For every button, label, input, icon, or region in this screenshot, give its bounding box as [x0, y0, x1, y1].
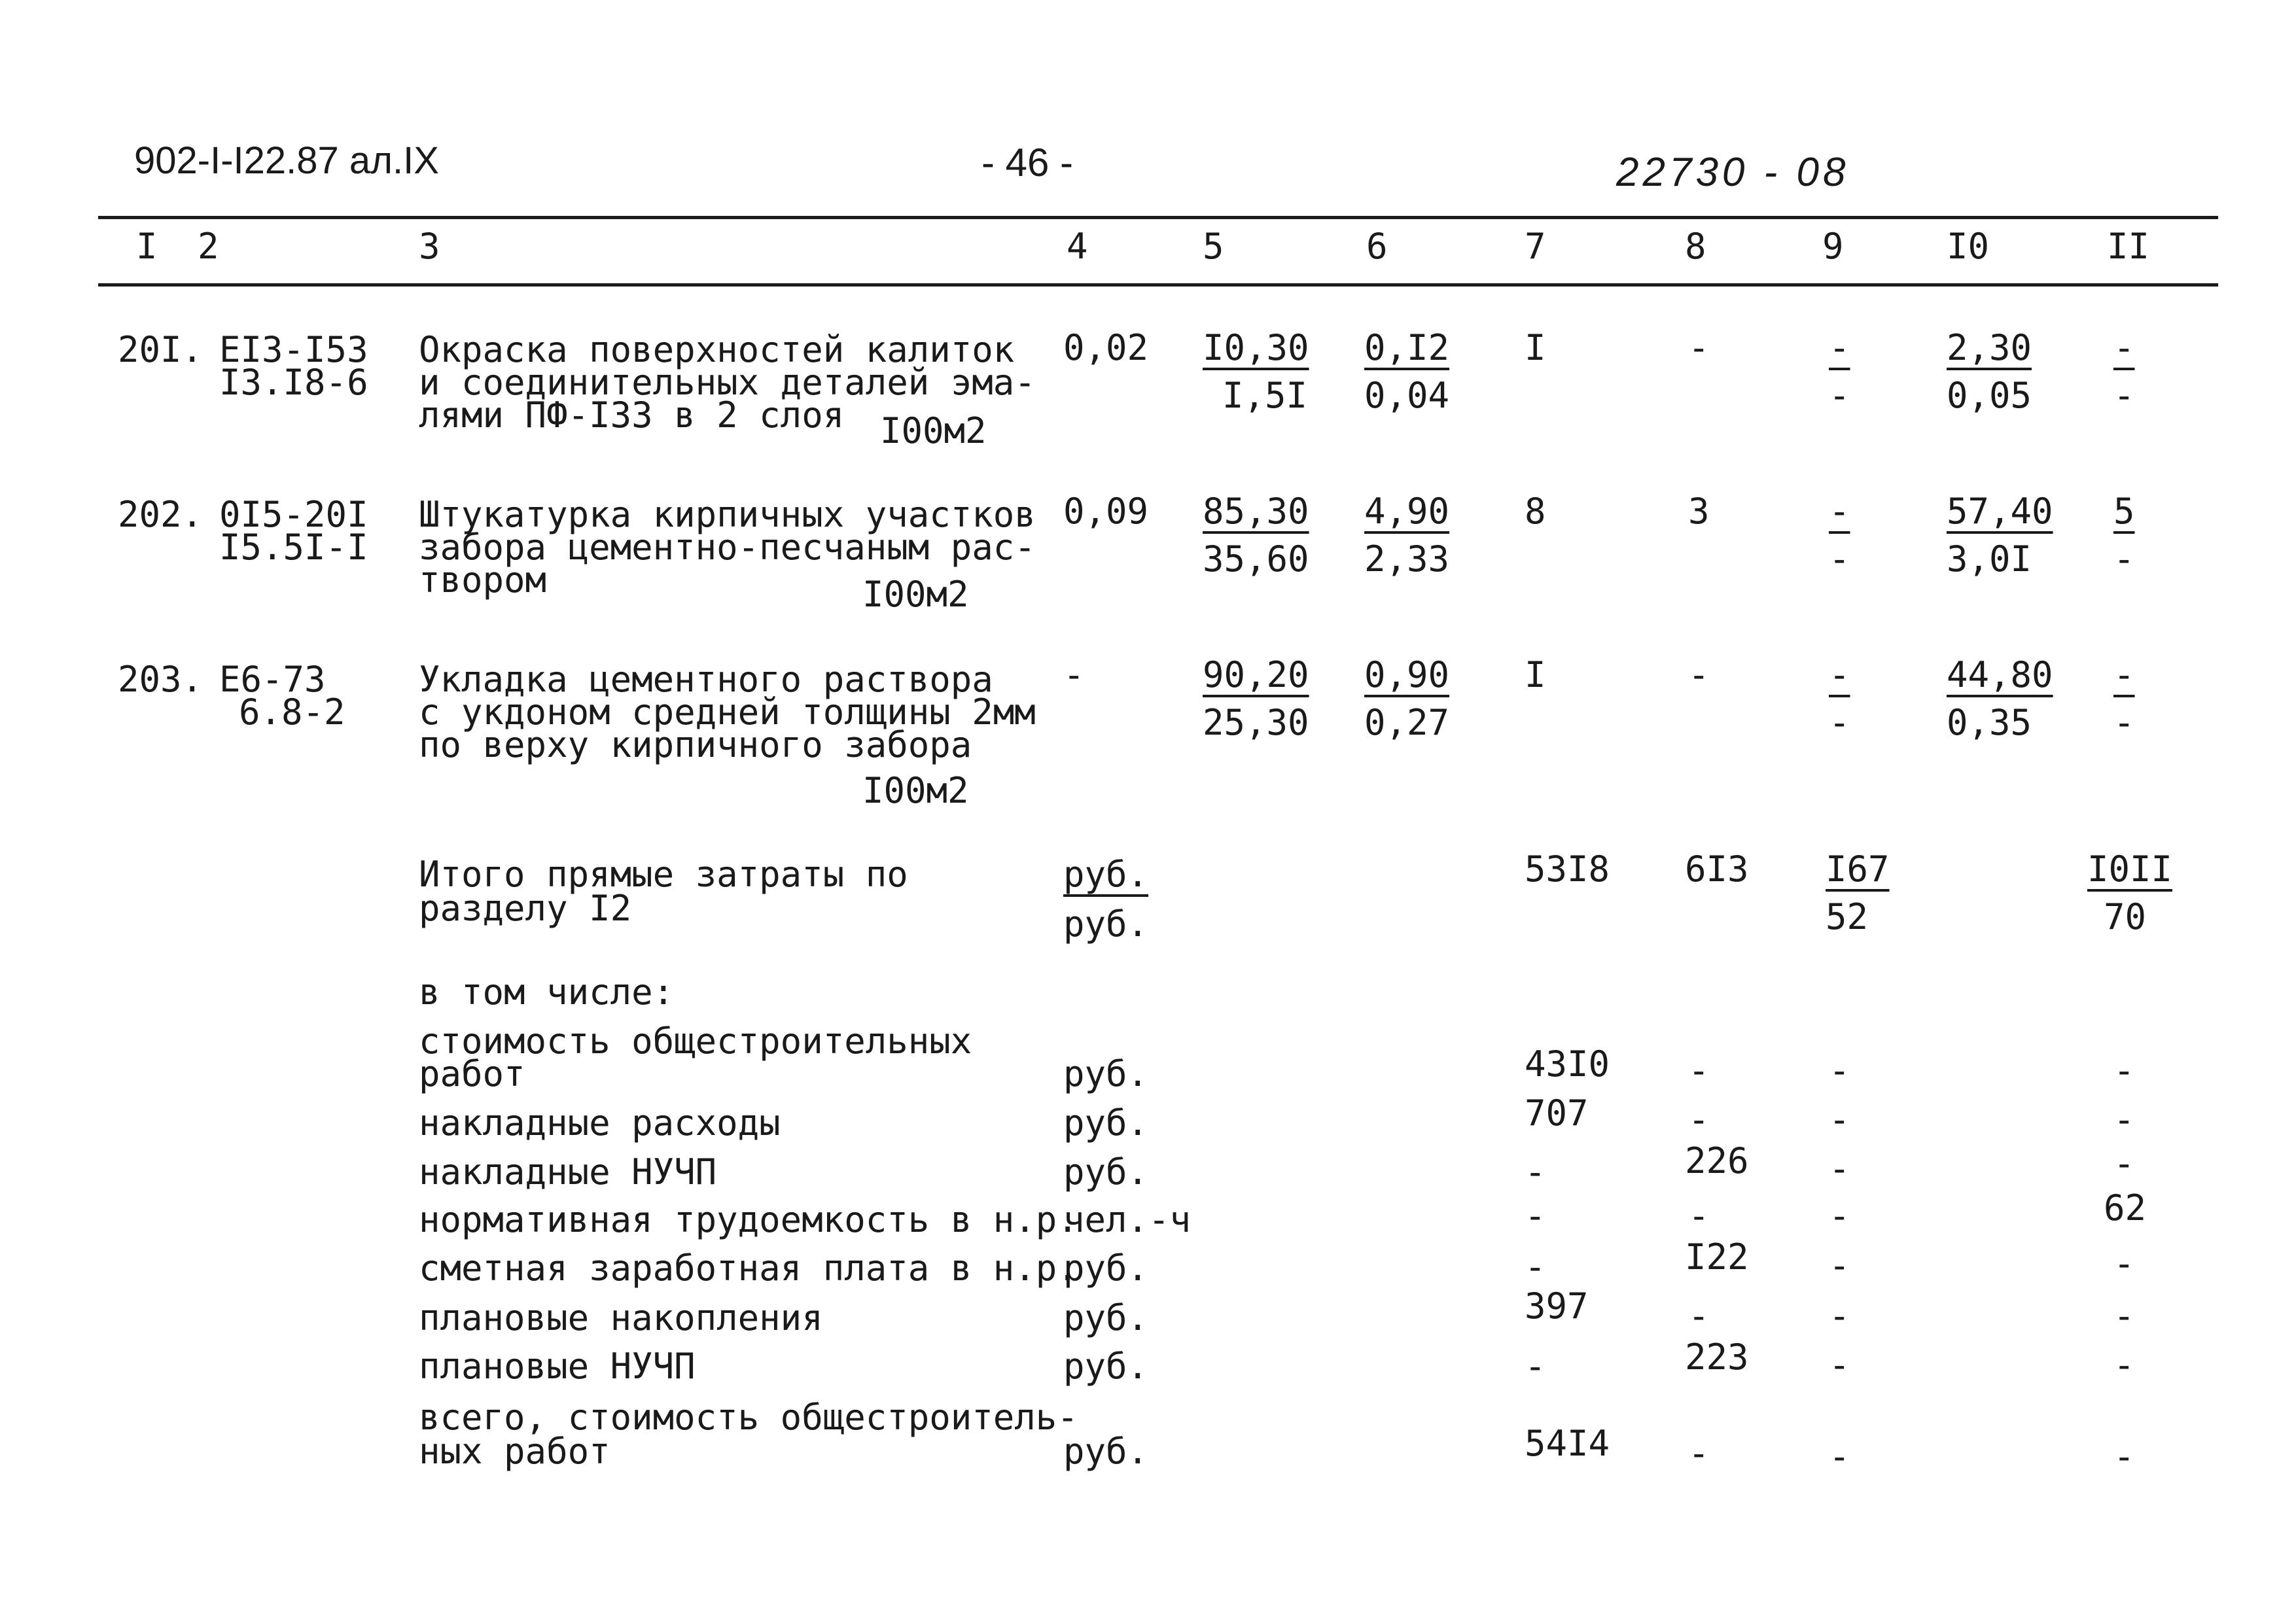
unit-cost-wages: I,5I	[1222, 375, 1308, 416]
col9-top: -	[1829, 654, 1850, 695]
price-code: I3.I8-6	[219, 362, 368, 403]
breakdown-col7: 397	[1525, 1285, 1589, 1327]
breakdown-col7: -	[1525, 1246, 1546, 1287]
breakdown-label: нормативная трудоемкость в н.р.	[419, 1199, 1078, 1240]
breakdown-label: стоимость общестроительных	[419, 1021, 972, 1062]
col8-value: 3	[1688, 491, 1710, 532]
breakdown-col11: -	[2113, 1050, 2135, 1091]
col10-bottom: 0,05	[1947, 375, 2032, 416]
col11-bottom: -	[2113, 375, 2135, 416]
breakdown-col9: -	[1829, 1344, 1850, 1386]
col10-top: 2,30	[1947, 327, 2032, 368]
total-col9-bottom: 52	[1826, 896, 1869, 937]
col7-value: I	[1525, 654, 1546, 695]
col8-value: -	[1688, 654, 1710, 695]
breakdown-col7: 707	[1525, 1092, 1589, 1134]
norm-code: E6-73	[219, 659, 326, 700]
work-description-line: забора цементно-песчаным рас-	[419, 527, 1036, 568]
total-col7: 53I8	[1525, 848, 1610, 890]
breakdown-label: плановые накопления	[419, 1297, 823, 1338]
page-number: - 46 -	[981, 141, 1074, 184]
breakdown-label: всего, стоимость общестроитель-	[419, 1397, 1078, 1438]
unit-cost-machines-wages: 0,27	[1364, 702, 1450, 743]
col-header-4: 4	[1067, 226, 1088, 267]
breakdown-col11: -	[2113, 1099, 2135, 1140]
total-col11-bottom: 70	[2104, 896, 2147, 937]
col-header-7: 7	[1525, 226, 1546, 267]
breakdown-col7: 43I0	[1525, 1043, 1610, 1085]
unit-cost-wages: 25,30	[1203, 702, 1309, 743]
work-description-line: и соединительных деталей эма-	[419, 362, 1036, 403]
breakdown-label: ных работ	[419, 1431, 610, 1472]
col9-bottom: -	[1829, 538, 1850, 580]
col-header-6: 6	[1366, 226, 1388, 267]
col-header-2: 2	[198, 226, 219, 267]
work-description-line: твором	[419, 559, 547, 601]
quantity: 0,02	[1063, 327, 1149, 368]
breakdown-unit: руб.	[1063, 1431, 1149, 1472]
col8-value: -	[1688, 327, 1710, 368]
row-number: 203.	[118, 659, 203, 700]
total-label-line: Итого прямые затраты по	[419, 854, 908, 895]
breakdown-col7: -	[1525, 1151, 1546, 1193]
total-col9-top: I67	[1826, 848, 1890, 890]
breakdown-col8: -	[1688, 1050, 1710, 1091]
breakdown-col11: -	[2113, 1436, 2135, 1477]
col11-bottom: -	[2113, 702, 2135, 743]
col-header-10: I0	[1947, 226, 1990, 267]
breakdown-title: в том числе:	[419, 971, 675, 1013]
breakdown-unit: руб.	[1063, 1151, 1149, 1193]
breakdown-col11: -	[2113, 1143, 2135, 1184]
unit-cost-total: I0,30	[1203, 327, 1309, 368]
norm-code: 0I5-20I	[219, 494, 368, 535]
total-col8: 6I3	[1685, 848, 1749, 890]
col9-top: -	[1829, 327, 1850, 368]
breakdown-unit: руб.	[1063, 1248, 1149, 1289]
col-header-9: 9	[1822, 226, 1844, 267]
breakdown-col9: -	[1829, 1050, 1850, 1091]
quantity: -	[1063, 654, 1085, 695]
col10-bottom: 0,35	[1947, 702, 2032, 743]
breakdown-col8: -	[1688, 1195, 1710, 1236]
breakdown-unit: руб.	[1063, 1346, 1149, 1387]
col9-top: -	[1829, 491, 1850, 532]
row-number: 202.	[118, 494, 203, 535]
breakdown-col11: -	[2113, 1295, 2135, 1336]
unit-cost-total: 90,20	[1203, 654, 1309, 695]
breakdown-col8: -	[1688, 1099, 1710, 1140]
col11-top: 5	[2113, 491, 2135, 532]
document-number: 22730 - 08	[1616, 150, 1850, 195]
breakdown-col8: 223	[1685, 1336, 1749, 1378]
col11-top: -	[2113, 327, 2135, 368]
quantity: 0,09	[1063, 491, 1149, 532]
breakdown-unit: руб.	[1063, 1053, 1149, 1094]
col10-top: 57,40	[1947, 491, 2053, 532]
unit-cost-wages: 35,60	[1203, 538, 1309, 580]
breakdown-unit: руб.	[1063, 1102, 1149, 1143]
row-number: 20I.	[118, 329, 203, 370]
total-label-line: разделу I2	[419, 888, 632, 929]
unit-cost-machines: 0,90	[1364, 654, 1450, 695]
unit-cost-machines: 0,I2	[1364, 327, 1450, 368]
breakdown-col9: -	[1829, 1195, 1850, 1236]
breakdown-label: накладные расходы	[419, 1102, 781, 1143]
breakdown-col11: -	[2113, 1243, 2135, 1284]
col9-bottom: -	[1829, 702, 1850, 743]
measure-unit: I00м2	[862, 574, 969, 615]
breakdown-col9: -	[1829, 1436, 1850, 1477]
work-description-line: Окраска поверхностей калиток	[419, 329, 1015, 370]
breakdown-col8: -	[1688, 1295, 1710, 1336]
work-description-line: Штукатурка кирпичных участков	[419, 494, 1036, 535]
work-description-line: Укладка цементного раствора	[419, 659, 993, 700]
total-unit: руб.	[1063, 854, 1149, 895]
unit-cost-total: 85,30	[1203, 491, 1309, 532]
col10-bottom: 3,0I	[1947, 538, 2032, 580]
breakdown-col9: -	[1829, 1295, 1850, 1336]
work-description-line: с укдоном средней толщины 2мм	[419, 691, 1036, 733]
breakdown-label: работ	[419, 1053, 525, 1094]
breakdown-label: накладные НУЧП	[419, 1151, 717, 1193]
work-description-line: по верху кирпичного забора	[419, 724, 972, 765]
total-col11-top: I0II	[2087, 848, 2173, 890]
col9-bottom: -	[1829, 375, 1850, 416]
col11-top: -	[2113, 654, 2135, 695]
header-bottom-rule	[98, 283, 2218, 287]
breakdown-col9: -	[1829, 1148, 1850, 1189]
col-header-1: I	[136, 226, 158, 267]
document-code: 902-I-I22.87 ал.IX	[134, 139, 439, 182]
total-unit: руб.	[1063, 903, 1149, 945]
measure-unit: I00м2	[862, 770, 969, 811]
unit-cost-machines-wages: 2,33	[1364, 538, 1450, 580]
col11-bottom: -	[2113, 538, 2135, 580]
col7-value: I	[1525, 327, 1546, 368]
breakdown-col8: I22	[1685, 1236, 1749, 1278]
col-header-3: 3	[419, 226, 440, 267]
unit-cost-machines-wages: 0,04	[1364, 375, 1450, 416]
measure-unit: I00м2	[880, 410, 987, 451]
unit-cost-machines: 4,90	[1364, 491, 1450, 532]
breakdown-col9: -	[1829, 1245, 1850, 1286]
work-description-line: лями ПФ-I33 в 2 слоя	[419, 394, 845, 436]
col10-top: 44,80	[1947, 654, 2053, 695]
breakdown-unit: руб.	[1063, 1297, 1149, 1338]
breakdown-col7: 54I4	[1525, 1423, 1610, 1464]
breakdown-col7: -	[1525, 1346, 1546, 1387]
breakdown-col8: 226	[1685, 1140, 1749, 1181]
norm-code: EI3-I53	[219, 329, 368, 370]
breakdown-label: плановые НУЧП	[419, 1346, 696, 1387]
col7-value: 8	[1525, 491, 1546, 532]
price-code: 6.8-2	[239, 691, 345, 733]
breakdown-col11: -	[2113, 1344, 2135, 1386]
breakdown-col8: -	[1688, 1433, 1710, 1474]
breakdown-unit: чел.-ч	[1063, 1199, 1192, 1240]
breakdown-col7: -	[1525, 1195, 1546, 1236]
breakdown-col11: 62	[2104, 1187, 2147, 1229]
breakdown-label: сметная заработная плата в н.р.	[419, 1248, 1078, 1289]
price-code: I5.5I-I	[219, 527, 368, 568]
col-header-5: 5	[1203, 226, 1224, 267]
breakdown-col9: -	[1829, 1099, 1850, 1140]
col-header-11: II	[2107, 226, 2150, 267]
header-top-rule	[98, 216, 2218, 219]
col-header-8: 8	[1685, 226, 1706, 267]
